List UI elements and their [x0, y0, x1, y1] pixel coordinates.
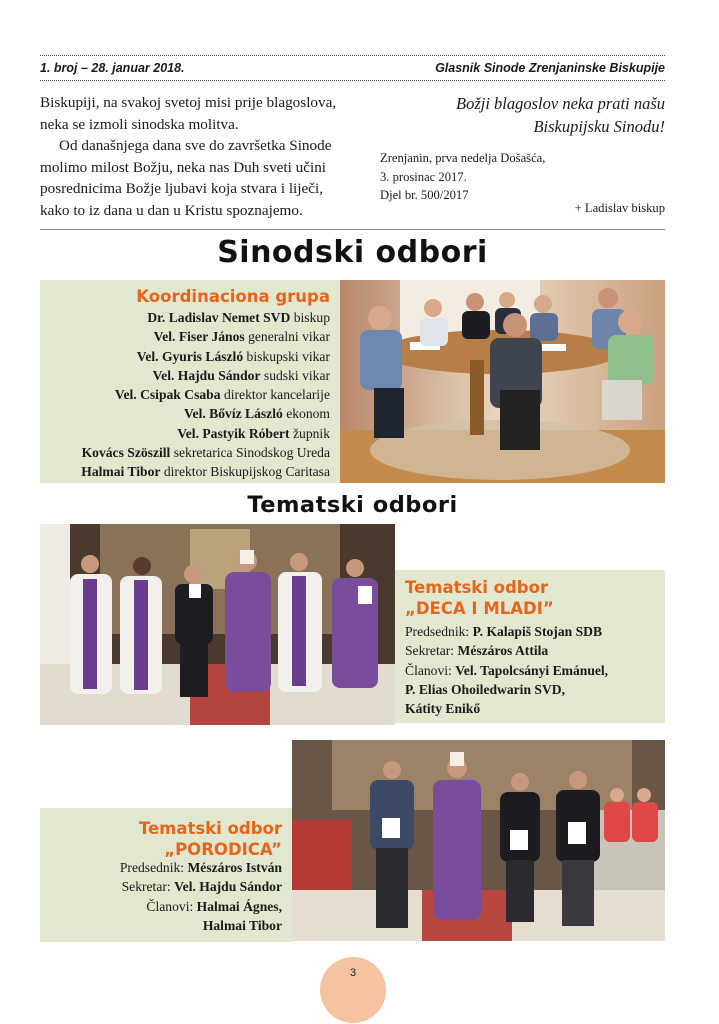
koordinaciona-member-list — [81, 308, 330, 482]
member-name: Halmai Tibor — [202, 917, 282, 933]
member-row — [81, 404, 330, 423]
reference-number: Djel br. 500/2017 — [380, 188, 469, 202]
deca-i-mladi-box — [395, 570, 665, 723]
intro-line: neka se izmoli sinodska molitva. — [40, 115, 239, 133]
member-name: Kovács Szöszill — [81, 445, 171, 461]
intro-line: molimo milost Božju, neka nas Duh sveti učini — [40, 158, 327, 176]
deca-i-mladi-photo — [40, 524, 395, 725]
porodica-box — [40, 808, 292, 942]
page-number: 3 — [349, 967, 357, 979]
place-line: Zrenjanin, prva nedelja Došašća, — [380, 151, 546, 165]
deca-heading-line2: „DECA I MLADI” — [405, 599, 554, 618]
signature: + Ladislav biskup — [574, 201, 665, 215]
member-name: Halmai Tibor — [81, 464, 161, 480]
porodica-photo — [292, 740, 665, 941]
place-date — [380, 149, 545, 205]
member-row — [81, 443, 330, 462]
member-name: Kátity Enikő — [405, 701, 481, 717]
deca-secretary-row — [405, 641, 608, 660]
member-name: Vel. Csipak Csaba — [114, 387, 221, 403]
member-row — [81, 347, 330, 366]
section-title-sinodski-odbori: Sinodski odbori — [217, 235, 488, 270]
member-name: Vel. Hajdu Sándor — [152, 367, 261, 383]
member-role: sudski vikar — [263, 367, 330, 383]
porodica-members — [120, 858, 282, 935]
intro-line: posrednicima Božje ljubavi koja stvara i liječi, — [40, 180, 323, 198]
deca-heading-line1: Tematski odbor — [405, 578, 549, 597]
coordination-meeting-photo — [340, 280, 665, 483]
koordinaciona-heading: Koordinaciona grupa — [136, 287, 330, 306]
intro-line: Od današnjega dana sve do završetka Sinode — [59, 137, 332, 155]
member-role: biskup — [293, 310, 330, 325]
member-role: sekretarica Sinodskog Ureda — [173, 445, 330, 461]
blessing-line: Božji blagoslov neka prati našu — [456, 94, 665, 113]
deca-members-row — [405, 699, 608, 718]
issue-date: 1. broj – 28. januar 2018. — [40, 61, 185, 75]
porodica-secretary-row — [120, 877, 282, 896]
member-role: župnik — [293, 425, 330, 441]
porodica-heading-line1: Tematski odbor — [138, 819, 282, 838]
secretary-label: Sekretar: — [405, 643, 455, 659]
member-row — [81, 308, 330, 327]
members-label: Članovi: — [405, 662, 452, 678]
member-name: Dr. Ladislav Nemet SVD — [147, 310, 291, 325]
church-family-illustration — [292, 740, 665, 941]
member-role: generalni vikar — [248, 329, 330, 345]
president-name: Mészáros István — [187, 860, 282, 875]
member-row — [81, 424, 330, 443]
page-number-circle — [320, 957, 386, 1023]
member-name: Vel. Gyuris László — [136, 348, 244, 364]
deca-members — [405, 622, 608, 718]
meeting-illustration — [340, 280, 665, 483]
deca-heading — [405, 577, 554, 619]
secretary-label: Sekretar: — [121, 879, 171, 895]
section-divider — [40, 229, 665, 230]
member-row — [81, 366, 330, 385]
porodica-heading — [139, 818, 282, 860]
porodica-heading-line2: „PORODICA” — [164, 840, 282, 859]
intro-line: Biskupiji, na svakoj svetoj misi prije blagoslova, — [40, 94, 337, 111]
member-role: ekonom — [286, 406, 330, 422]
secretary-name: Mészáros Attila — [457, 643, 549, 659]
koordinaciona-box — [40, 280, 340, 483]
member-name: Vel. Pastyik Róbert — [177, 425, 290, 441]
member-name: Vel. Tapolcsányi Emánuel, — [455, 662, 609, 678]
member-name: P. Elias Ohoiledwarin SVD, — [405, 681, 566, 697]
deca-members-row — [405, 661, 608, 680]
section-title-tematski-odbori: Tematski odbori — [247, 492, 458, 518]
intro-line: kako to iz dana u dan u Kristu spoznajemo. — [40, 201, 303, 219]
member-role: direktor kancelarije — [223, 387, 330, 403]
member-row — [81, 462, 330, 481]
president-label: Predsednik: — [405, 624, 470, 639]
member-name: Halmai Ágnes, — [196, 898, 282, 914]
member-row — [81, 385, 330, 404]
member-name: Vel. Bővíz László — [183, 406, 283, 422]
member-role: direktor Biskupijskog Caritasa — [163, 464, 330, 480]
deca-president-row — [405, 622, 608, 641]
publication-title: Glasnik Sinode Zrenjaninske Biskupije — [435, 61, 665, 75]
header-top-rule — [40, 55, 665, 56]
church-group-illustration — [40, 524, 395, 725]
member-row — [81, 327, 330, 346]
deca-members-row — [405, 680, 608, 699]
members-label: Članovi: — [146, 898, 194, 914]
porodica-president-row — [120, 858, 282, 877]
intro-left-column — [40, 92, 370, 222]
blessing-text — [456, 92, 665, 138]
porodica-members-row — [120, 916, 282, 935]
member-role: biskupski vikar — [246, 348, 330, 364]
blessing-line: Biskupijsku Sinodu! — [533, 117, 665, 136]
date-line: 3. prosinac 2017. — [380, 169, 467, 184]
president-name: P. Kalapiš Stojan SDB — [472, 624, 603, 639]
secretary-name: Vel. Hajdu Sándor — [174, 879, 282, 895]
president-label: Predsednik: — [119, 860, 185, 875]
header-bottom-rule — [40, 80, 665, 81]
member-name: Vel. Fiser János — [153, 329, 245, 345]
porodica-members-row — [120, 897, 282, 916]
